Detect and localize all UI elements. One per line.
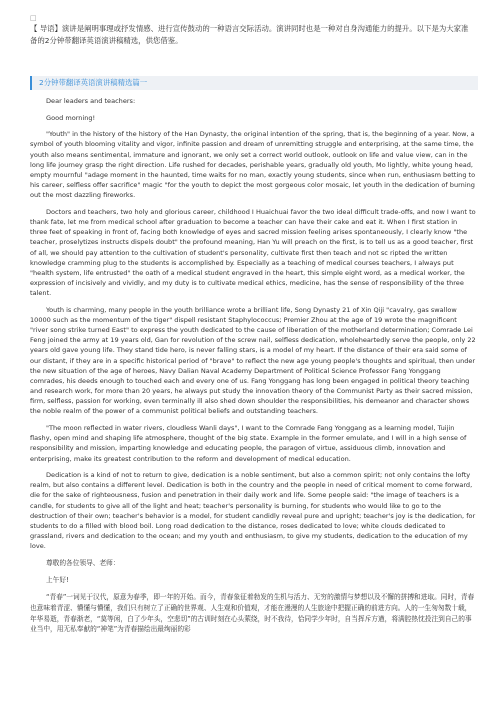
speech-paragraph-1: "Youth" in the history of the history of the Han Dynasty, the original intention of the spring, that is, the beginning of a year. Now, a symbol of youth blooming vitality and vigor, infinite passion and dream of unremitting struggle and enterprising, at the same time, the youth also means sentimental, immature and ignorant, we only set a correct world outlook, outlook on life and value view, can in the long life journey grasp the right direction. Life rushed for decades, perishable years, gradually old youth, Mo lightly, white young head, empty mournful "adage moment in the haunted, time waits for no man, exactly young students, since when run, enthusiasm betting to his career, selfless offer sacrifice" magic "for the youth to depict the most gorgeous color mosaic, let youth in the dedication of burning out the most dazzling fireworks. (30, 130, 476, 200)
cn-morning: 上午好! (46, 576, 69, 585)
section-title: 2分钟带翻译英语演讲稿精选篇一 (39, 78, 148, 87)
cn-paragraph-1: “青春”一词见于汉代，原意为春季，即一年的开始。而今，青春象征着勃发的生机与活力、无穷的激情与梦想以及不懈的拼搏和进取。同时，青春也意味着青涩、懵懂与懵懂，我们只有树立了正确的世界观、人生观和价值观，才能在漫漫的人生旅途中把握正确的前进方向。人的一生匆匆数十载，年华易逝，青春渐老，“莫等闲，白了少年头，空悲切”的古训时刻在心头萦绕，时不我待，恰同学少年时，自当挥斥方遒，将满腔热忱投注到自己的事业当中，用无私奉献的“神笔”为青春描绘出最绚丽的彩 (30, 593, 475, 634)
speech-paragraph-4: "The moon reflected in water rivers, cloudless Wanli days", I want to the Comrade Fang Yonggang as a learning model, Tuijin flashy, open mind and shaping life atmosphere, thought of the big state. Example in the former emulate, and I will in a high sense of responsibility and mission, imparting knowledge and educating people, the paragon of virtue, assiduous climb, innovation and enterprising, make its greatest contribution to the reform and development of medical education. (30, 424, 467, 463)
speech-paragraph-2: Doctors and teachers, two holy and glorious career, childhood I Huaichuai favor the two ideal difficult trade-offs, and now I want to thank fate, let me from medical school after graduation to become a teacher can have their cake and eat it. When I first station in three feet of speaking in front of, facing both knowledge of eyes and sacred mission feeling arises spontaneously, I clearly know "the teacher, proselytizes instructs dispels doubt" the profound meaning, Han Yu will preach on the first, is to tell us as a good teacher, first of all, we should pay attention to the cultivation of student's personality, cultivate first then teach and not sc ripted the written knowledge cramming plug to the students is accomplished by. Especially as a teaching of medical courses teachers, I always put "health system, life entrusted" the oath of a medical student engraved in the heart, this simple eight word, as a medical worker, the expression of incisively and vividly, and my duty is to cultivate medical ethics, medicine, has the sense of responsibility of the three talent. (30, 207, 476, 298)
cn-greeting: 尊敬的各位领导、老师： (46, 558, 120, 567)
speech-body (30, 96, 476, 635)
speech-morning: Good morning! (46, 113, 96, 122)
section-header (30, 76, 478, 90)
speech-paragraph-5: Dedication is a kind of not to return to give, dedication is a noble sentiment, but also a common spirit; not only contains the lofty realm, but also contains a different level. Dedication is both in the country and the people in need of critical moment to come forward, die for the sake of righteousness, fusion and penetration in their daily work and life. Some people said: "the image of teachers is a candle, for students to give all of the light and heat; teacher's personality is burning, for students who would like to go to the destruction of their own; teacher's behavior is a model, for student candidly reveal pure and upright; teacher's joy is the dedication, for students to do a filled with blood boil. Long road dedication to the distance, roses dedicated to love; white clouds dedicated to grassland, rivers and dedication to the ocean; and my youth and enthusiasm, to give my students, dedication to the education of my love. (30, 471, 476, 551)
speech-greeting: Dear leaders and teachers: (46, 97, 136, 105)
intro-guide-text: 【 导语】演讲是阐明事理或抒发情感、进行宣传鼓动的一种语言交际活动。演讲同时也是一种对自身沟通能力的提升。以下是为大家准备的2分钟带翻译英语演讲稿精选，供您借鉴。 (30, 24, 469, 45)
speech-paragraph-3: Youth is charming, many people in the youth brilliance wrote a brilliant life, Song Dynasty 21 of Xin Qiji "cavalry, gas swallow 10000 such as the momentum of the tiger" dispell resistant Staphylococcus; Premier Zhou at the age of 19 wrote the magnificent "river song strike turned East" to express the youth dedicated to the cause of liberation of the motherland determination; Comrade Lei Feng joined the army at 19 years old, Gan for revolution of the screw nail, selfless dedication, wholeheartedly serve the people, only 22 years old gave young life. They stand tide hero, is never falling stars, is a model of my heart. If the distance of their era said some of our distant, if they are in a specific historical period of "brave" to reflect the new age young people's thoughts and spiritual, then under the new situation of the age of heroes, Navy Dalian Naval Academy Department of Political Science Professor Fang Yonggang comrades, his deeds enough to touched each and every one of us. Fang Yonggang has long been engaged in political theory teaching and research work, for more than 20 years, he always put study the innovation theory of the Communist Party as their sacred mission, firm, selfless, passion for working, even terminally ill also shed down shoulder the responsibilities, his demeanor and character shows the noble realm of the power of a communist political beliefs and outstanding teachers. (30, 305, 476, 416)
top-mark: □ (30, 14, 37, 22)
